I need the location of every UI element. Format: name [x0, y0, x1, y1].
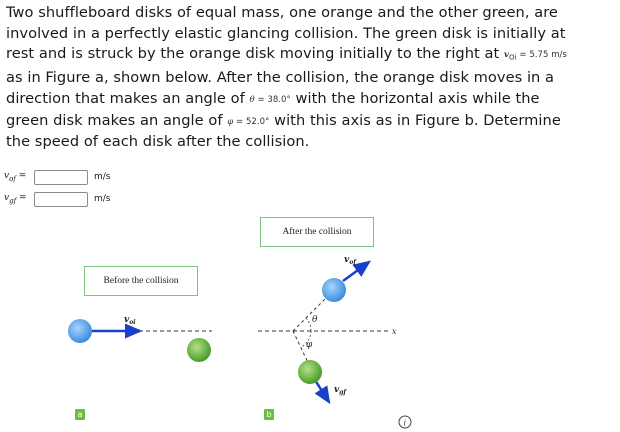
problem-line-3: rest and is struck by the orange disk moving initially to the right at $v_{Oi} = 5.75$ m/s	[6, 45, 567, 63]
fig-b-orange-disk	[322, 278, 346, 302]
answer-label-vgf: $v_{gf}$ =	[4, 193, 27, 205]
problem-line-4: as in Figure a, shown below. After the collision, the orange disk moves in a	[6, 69, 555, 87]
fig-b-phi-label: φ	[306, 340, 313, 350]
fig-a-orange-disk	[68, 319, 92, 343]
problem-line-1: Two shuffleboard disks of equal mass, one orange and the other green, are	[6, 4, 558, 21]
phi-inline: φ = 52.0°	[227, 116, 270, 127]
answer-unit-vgf: m/s	[94, 194, 111, 204]
fig-b-axis-label: x	[392, 327, 397, 336]
problem-line-5: direction that makes an angle of θ = 38.0° with the horizontal axis while the	[6, 90, 540, 108]
fig-b-theta-label: θ	[312, 315, 318, 325]
v0i-inline: $v_{Oi} = 5.75$ m/s	[503, 50, 567, 62]
problem-line-7: the speed of each disk after the collision.	[6, 133, 310, 151]
problem-line-2: involved in a perfectly elastic glancing collision. The green disk is initially at	[6, 24, 566, 42]
fig-a-voi-label: $v_{oi}$	[124, 315, 136, 326]
info-icon-glyph: i	[403, 418, 407, 428]
answer-label-vof: $v_{of}$ =	[4, 171, 27, 183]
fig-a-title: Before the collision	[84, 266, 198, 296]
fig-b-title: After the collision	[260, 217, 374, 247]
problem-line-6: green disk makes an angle of φ = 52.0° with this axis as in Figure b. Determine	[6, 111, 561, 129]
fig-b-green-disk	[298, 360, 322, 384]
theta-inline: θ = 38.0°	[249, 95, 291, 106]
fig-b-vof-label: $v_{of}$	[344, 255, 356, 266]
fig-b-theta-arc	[306, 318, 311, 331]
fig-b-vector-vgf	[315, 380, 329, 402]
fig-a-green-disk	[187, 338, 211, 362]
answer-unit-vof: m/s	[94, 172, 111, 182]
fig-b-tag: b	[264, 409, 274, 420]
fig-b-vgf-label: $v_{gf}$	[334, 385, 347, 396]
fig-a-tag: a	[75, 409, 85, 420]
